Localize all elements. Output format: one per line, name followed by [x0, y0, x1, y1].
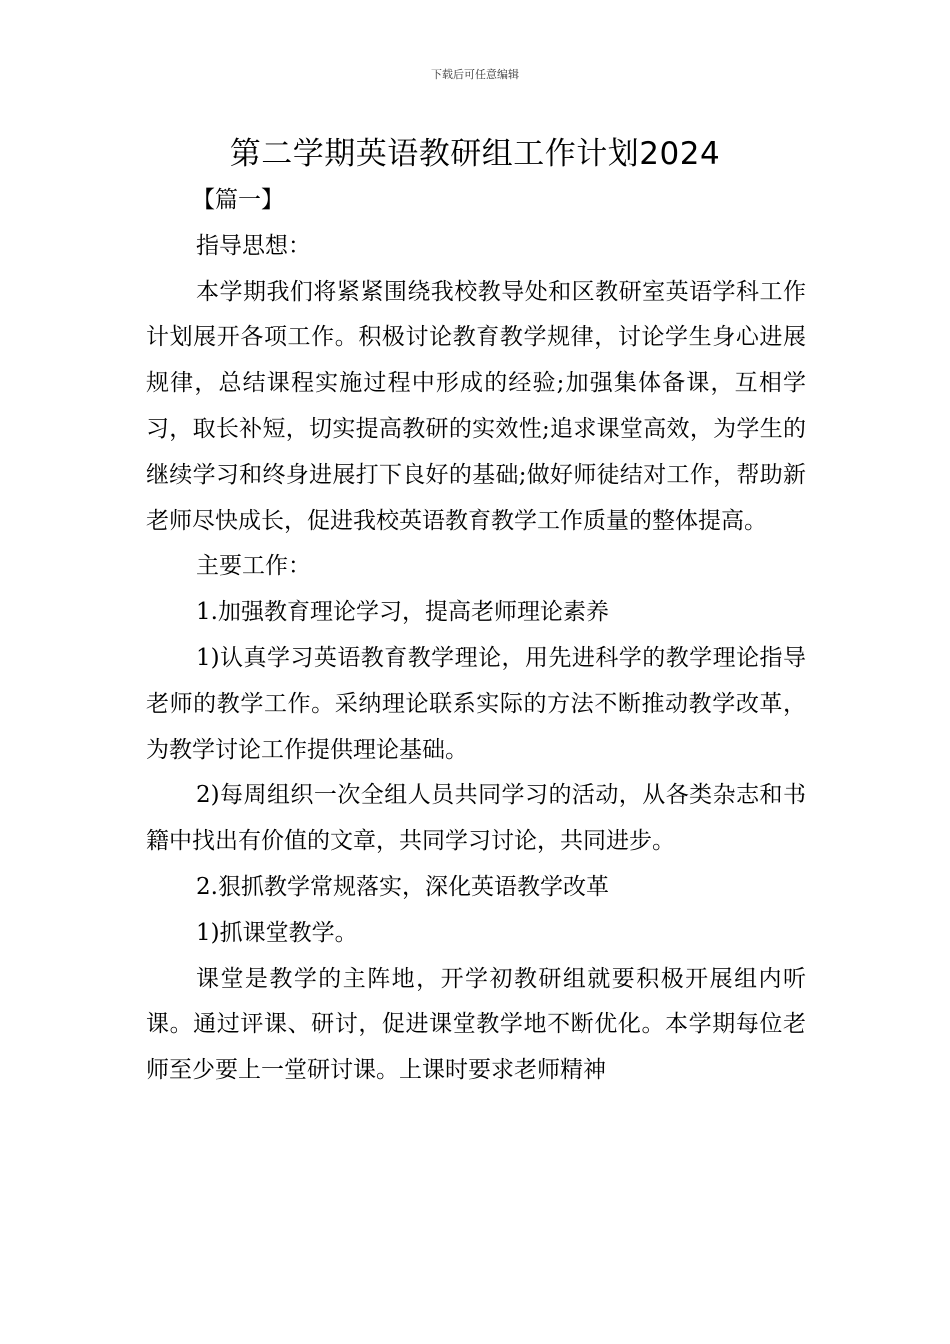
- paragraph-guiding-heading: 指导思想：: [196, 232, 311, 259]
- paragraph-item-1-1: 1)认真学习英语教育教学理论，用先进科学的教学理论指导老师的教学工作。采纳理论联系实际的方法不断推动教学改革，为教学讨论工作提供理论基础。: [146, 644, 806, 763]
- header-note: 下载后可任意编辑: [431, 68, 519, 81]
- document-title: 第二学期英语教研组工作计划2024: [229, 136, 721, 172]
- paragraph-classroom: 课堂是教学的主阵地，开学初教研组就要积极开展组内听课。通过评课、研讨，促进课堂教学地不断优化。本学期每位老师至少要上一堂研讨课。上课时要求老师精神: [146, 965, 806, 1084]
- paragraph-item-1-2: 2)每周组织一次全组人员共同学习的活动，从各类杂志和书籍中找出有价值的文章，共同学习讨论，共同进步。: [146, 782, 806, 855]
- paragraph-main-work-heading: 主要工作：: [196, 553, 311, 580]
- paragraph-item-1: 1.加强教育理论学习，提高老师理论素养: [196, 599, 609, 626]
- paragraph-item-2-1: 1)抓课堂教学。: [196, 919, 358, 946]
- document-body: [146, 178, 806, 1094]
- paragraph-guiding-thought: 本学期我们将紧紧围绕我校教导处和区教研室英语学科工作计划展开各项工作。积极讨论教育教学规律，讨论学生身心进展规律，总结课程实施过程中形成的经验;加强集体备课，互相学习，取长补短，切实提高教研的实效性;追求课堂高效，为学生的继续学习和终身进展打下良好的基础;做好师徒结对工作，帮助新老师尽快成长，促进我校英语教育教学工作质量的整体提高。: [146, 278, 806, 534]
- paragraph-item-2: 2.狠抓教学常规落实，深化英语教学改革: [196, 873, 609, 900]
- section-label: 【篇一】: [192, 187, 284, 213]
